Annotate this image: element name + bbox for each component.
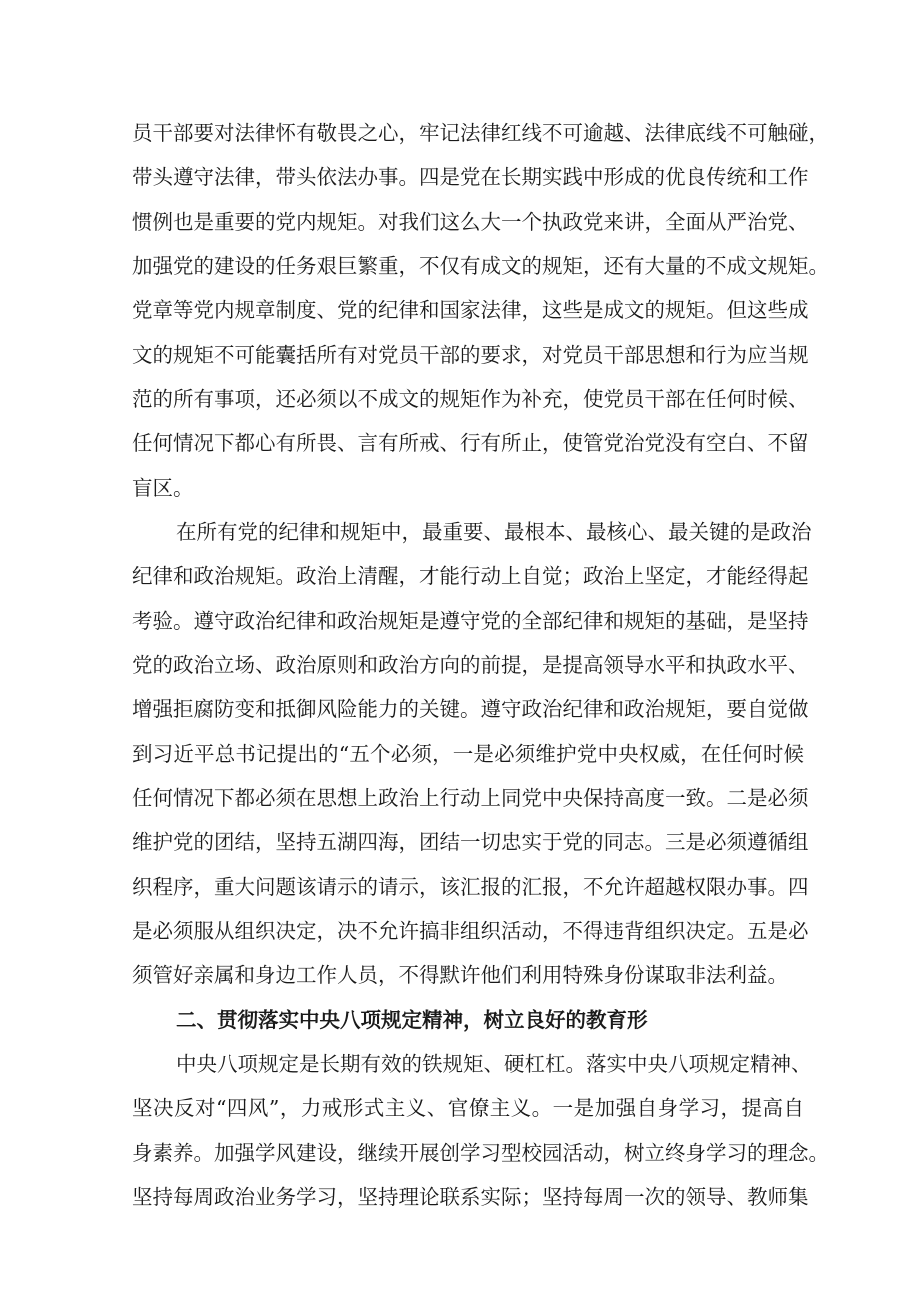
- paragraph-2-line-10: 是必须服从组织决定，决不允许搞非组织活动，不得违背组织决定。五是必: [132, 919, 809, 943]
- paragraph-1-line-6: 文的规矩不可能囊括所有对党员干部的要求，对党员干部思想和行为应当规: [132, 343, 809, 367]
- paragraph-1-line-2: 带头遵守法律，带头依法办事。四是党在长期实践中形成的优良传统和工作: [132, 165, 809, 189]
- paragraph-1-line-9: 盲区。: [132, 476, 194, 500]
- paragraph-2-line-7: 任何情况下都必须在思想上政治上行动上同党中央保持高度一致。二是必须: [132, 786, 809, 810]
- paragraph-2-line-4: 党的政治立场、政治原则和政治方向的前提，是提高领导水平和执政水平、: [132, 653, 809, 677]
- paragraph-3-line-4: 坚持每周政治业务学习，坚持理论联系实际；坚持每周一次的领导、教师集: [132, 1185, 809, 1209]
- paragraph-2-line-3: 考验。遵守政治纪律和政治规矩是遵守党的全部纪律和规矩的基础，是坚持: [132, 609, 809, 633]
- paragraph-2-line-8: 维护党的团结，坚持五湖四海，团结一切忠实于党的同志。三是必须遵循组: [132, 830, 809, 854]
- paragraph-3-line-3: 身素养。加强学风建设，继续开展创学习型校园活动，树立终身学习的理念。: [132, 1141, 829, 1165]
- paragraph-2-line-1: 在所有党的纪律和规矩中，最重要、最根本、最核心、最关键的是政治: [176, 520, 812, 544]
- paragraph-1-line-7: 范的所有事项，还必须以不成文的规矩作为补充，使党员干部在任何时候、: [132, 387, 809, 411]
- paragraph-3-line-1: 中央八项规定是长期有效的铁规矩、硬杠杠。落实中央八项规定精神、: [176, 1052, 812, 1076]
- paragraph-2-line-5: 增强拒腐防变和抵御风险能力的关键。遵守政治纪律和政治规矩，要自觉做: [132, 697, 809, 721]
- paragraph-2-line-2: 纪律和政治规矩。政治上清醒，才能行动上自觉；政治上坚定，才能经得起: [132, 564, 809, 588]
- section-heading: 二、贯彻落实中央八项规定精神，树立良好的教育形: [176, 1008, 648, 1032]
- paragraph-2-line-11: 须管好亲属和身边工作人员，不得默许他们利用特殊身份谋取非法利益。: [132, 963, 788, 987]
- paragraph-1-line-3: 惯例也是重要的党内规矩。对我们这么大一个执政党来讲，全面从严治党、: [132, 210, 809, 234]
- paragraph-1-line-8: 任何情况下都心有所畏、言有所戒、行有所止，使管党治党没有空白、不留: [132, 431, 809, 455]
- paragraph-1-line-4: 加强党的建设的任务艰巨繁重，不仅有成文的规矩，还有大量的不成文规矩。: [132, 254, 829, 278]
- paragraph-2-line-9: 织程序，重大问题该请示的请示，该汇报的汇报，不允许超越权限办事。四: [132, 875, 809, 899]
- paragraph-1-line-1: 员干部要对法律怀有敬畏之心，牢记法律红线不可逾越、法律底线不可触碰，: [132, 121, 829, 145]
- paragraph-1-line-5: 党章等党内规章制度、党的纪律和国家法律，这些是成文的规矩。但这些成: [132, 298, 809, 322]
- paragraph-3-line-2: 坚决反对“四风”，力戒形式主义、官僚主义。一是加强自身学习，提高自: [132, 1096, 804, 1120]
- paragraph-2-line-6: 到习近平总书记提出的“五个必须，一是必须维护党中央权威，在任何时候: [132, 742, 804, 766]
